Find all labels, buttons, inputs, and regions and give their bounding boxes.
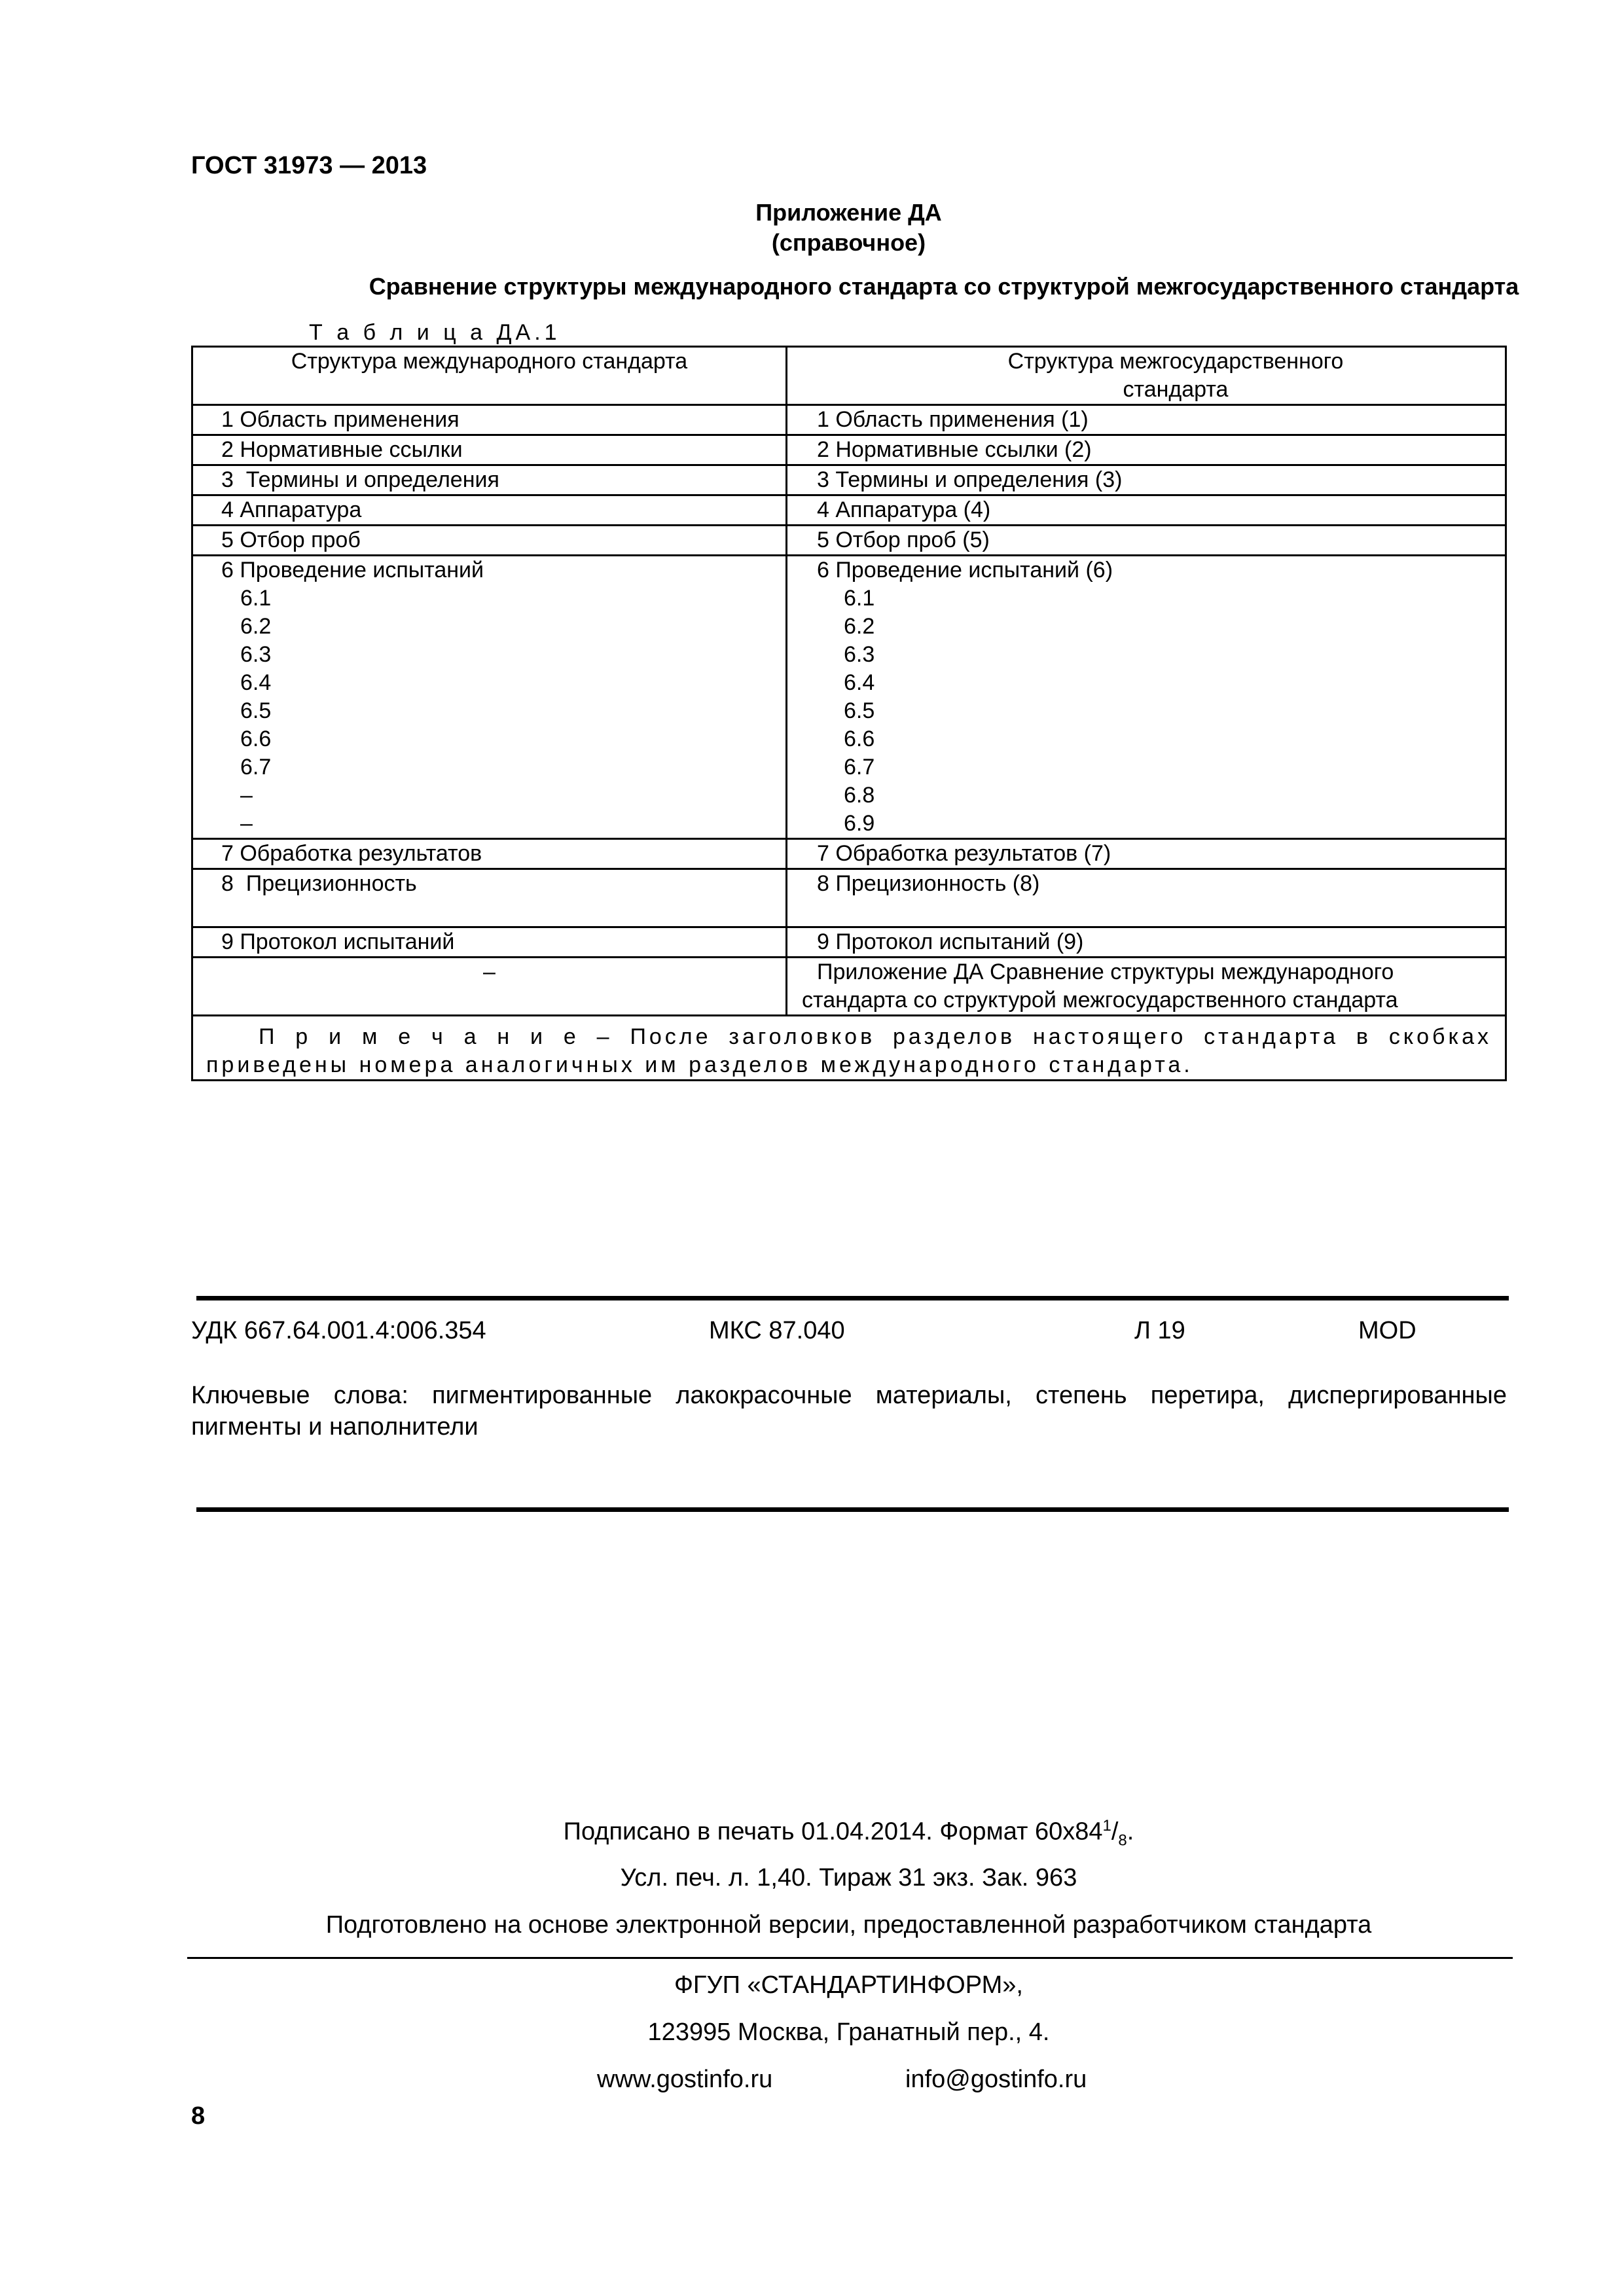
cell-international: [192, 927, 787, 958]
okp-code: Л 19: [1134, 1317, 1185, 1344]
cell-interstate: [787, 435, 1506, 465]
appendix-title: Приложение ДА: [755, 199, 942, 226]
imprint-print-info: Усл. печ. л. 1,40. Тираж 31 экз. Зак. 963: [620, 1864, 1077, 1892]
table-row: [192, 556, 1506, 839]
cell-international: [192, 526, 787, 556]
cell-international: [192, 958, 787, 1016]
cell-text: 6.4: [240, 670, 272, 695]
cell-interstate: [787, 465, 1506, 495]
cell-text: 6 Проведение испытаний: [221, 558, 484, 583]
cell-text: 6.7: [844, 755, 875, 780]
cell-text: [193, 898, 785, 926]
cell-interstate: [787, 405, 1506, 435]
imprint-address: 123995 Москва, Гранатный пер., 4.: [647, 2018, 1050, 2046]
cell-text: 8 Прецизионность (8): [817, 871, 1040, 896]
cell-text: 6.6: [844, 726, 875, 751]
cell-text: 7 Обработка результатов (7): [817, 841, 1111, 866]
column-header-interstate: Структура межгосударственного стандарта: [787, 347, 1506, 405]
cell-text: [787, 898, 1505, 926]
table-row: [192, 839, 1506, 869]
cell-text: 2 Нормативные ссылки (2): [817, 437, 1092, 462]
cell-text: 6.6: [240, 726, 272, 751]
separator-bottom: [196, 1507, 1509, 1512]
cell-international: [192, 405, 787, 435]
keywords: Ключевые слова: пигментированные лакокрасочные материалы, степень перетира, диспергированные пигменты и наполнители: [191, 1382, 1507, 1441]
table-header-row: [192, 347, 1506, 405]
cell-interstate: [787, 958, 1506, 1016]
cell-text: 6.5: [844, 698, 875, 723]
table-row: [192, 526, 1506, 556]
cell-text: 8 Прецизионность: [221, 871, 417, 896]
table-row: [192, 465, 1506, 495]
cell-interstate: [787, 869, 1506, 927]
cell-text: 6.5: [240, 698, 272, 723]
cell-text: 3 Термины и определения: [221, 467, 499, 492]
cell-text: 2 Нормативные ссылки: [221, 437, 463, 462]
page-number: 8: [191, 2102, 206, 2130]
cell-text: 6.7: [240, 755, 272, 780]
imprint-prepared: Подготовлено на основе электронной версии, предоставленной разработчиком стандарта: [325, 1911, 1372, 1939]
table-row: [192, 435, 1506, 465]
cell-text: [193, 986, 785, 1014]
appendix-type: (справочное): [771, 229, 926, 256]
cell-text: 6.2: [240, 614, 272, 639]
cell-text: 6.3: [844, 642, 875, 667]
cell-text: Приложение ДА Сравнение структуры международного: [817, 960, 1394, 984]
cell-text: –: [240, 783, 253, 808]
cell-international: [192, 465, 787, 495]
cell-interstate: [787, 526, 1506, 556]
cell-text: 6.1: [240, 586, 272, 611]
imprint-website[interactable]: www.gostinfo.ru: [597, 2066, 773, 2093]
cell-international: [192, 495, 787, 526]
cell-text: –: [240, 811, 253, 836]
cell-text: 3 Термины и определения (3): [817, 467, 1123, 492]
cell-text: 5 Отбор проб (5): [817, 528, 990, 552]
column-header-international: Структура международного стандарта: [192, 347, 787, 405]
udk-code: УДК 667.64.001.4:006.354: [191, 1317, 486, 1344]
cell-text: 6.9: [844, 811, 875, 836]
table-note: П р и м е ч а н и е – После заголовков разделов настоящего стандарта в скобках приведены номера аналогичных им разделов международного стандарта.: [192, 1016, 1506, 1081]
cell-text: 6.8: [844, 783, 875, 808]
cell-interstate: [787, 927, 1506, 958]
document-code: ГОСТ 31973 — 2013: [191, 152, 427, 179]
cell-text: 9 Протокол испытаний: [221, 929, 455, 954]
table-row: [192, 927, 1506, 958]
cell-international: [192, 869, 787, 927]
imprint-divider: [187, 1957, 1513, 1959]
cell-text: 1 Область применения (1): [817, 407, 1089, 432]
mks-code: МКС 87.040: [709, 1317, 845, 1344]
cell-text: 6.2: [844, 614, 875, 639]
cell-international: [192, 435, 787, 465]
cell-text: –: [483, 960, 496, 984]
cell-text: 5 Отбор проб: [221, 528, 361, 552]
table-note-row: [192, 1016, 1506, 1081]
cell-interstate: [787, 839, 1506, 869]
cell-interstate: [787, 556, 1506, 839]
cell-text: 6 Проведение испытаний (6): [817, 558, 1113, 583]
table-row: [192, 495, 1506, 526]
table-row: [192, 958, 1506, 1016]
cell-text: 6.4: [844, 670, 875, 695]
cell-interstate: [787, 495, 1506, 526]
degree-of-conformity: MOD: [1358, 1317, 1416, 1344]
comparison-table: [191, 346, 1507, 1081]
cell-international: [192, 556, 787, 839]
table-row: [192, 869, 1506, 927]
imprint-publisher: ФГУП «СТАНДАРТИНФОРМ»,: [674, 1971, 1023, 1999]
cell-international: [192, 839, 787, 869]
cell-text: 6.1: [844, 586, 875, 611]
separator-top: [196, 1296, 1509, 1300]
imprint-signed: Подписано в печать 01.04.2014. Формат $60х84^1/_8$.: [563, 1817, 1134, 1850]
cell-text: 7 Обработка результатов: [221, 841, 482, 866]
appendix-heading: Сравнение структуры международного стандарта со структурой межгосударственного стандарта: [369, 273, 1519, 300]
cell-text: стандарта со структурой межгосударственного стандарта: [802, 988, 1398, 1013]
table-row: [192, 405, 1506, 435]
cell-text: 9 Протокол испытаний (9): [817, 929, 1084, 954]
imprint-email[interactable]: info@gostinfo.ru: [905, 2066, 1087, 2093]
cell-text: 6.3: [240, 642, 272, 667]
cell-text: 4 Аппаратура (4): [817, 497, 991, 522]
cell-text: 4 Аппаратура: [221, 497, 362, 522]
cell-text: 1 Область применения: [221, 407, 460, 432]
table-caption: Т а б л и ц а ДА.1: [309, 320, 561, 345]
